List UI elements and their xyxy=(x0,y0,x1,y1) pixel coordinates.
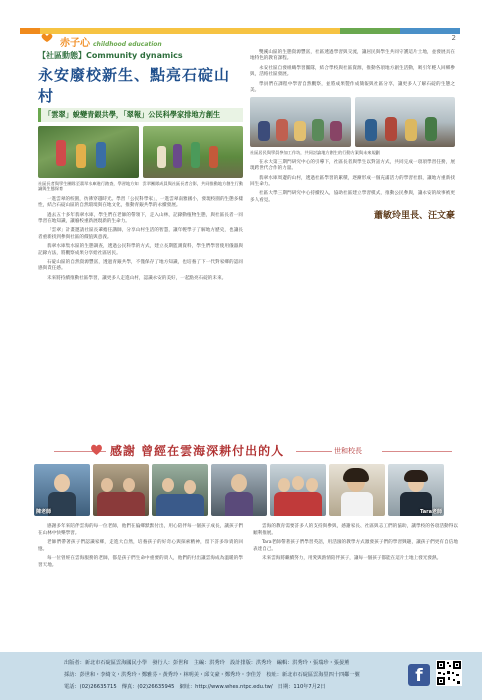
teacher-photo xyxy=(270,464,326,516)
thanks-body xyxy=(38,524,458,573)
article-headline: 永安廢校新生、點亮石碇山村 xyxy=(38,66,231,105)
paragraph: 雙溪山區的生態資源豐富，社區透過學習與交流，讓居民與學生共同守護這片土地，並發展具在地特色的教育課程。 xyxy=(250,50,455,62)
photo-forest-group xyxy=(38,126,139,178)
heart-hands-icon xyxy=(40,33,54,43)
paragraph: 雲海的教育需要許多人的支持與參與，感謝家長、社區與志工們的協助，讓學校的各項活動得以順利推展。 xyxy=(253,524,458,536)
paragraph: 未來將持續推動社區學習，讓更多人走進山村，認識永安的美好，一起點亮石碇的未來。 xyxy=(47,275,227,281)
paragraph: 過去五十多年翡翠水庫，學生們在老師的帶領下，走入山林，記錄動植物生態，與社區長者一同學習在地知識，讓廢校重新展現新的生命力。 xyxy=(38,212,243,225)
author-signature: 蕭敏玲里長、汪文豪 xyxy=(373,211,455,222)
footer-staff: 採訪：彭世和・李綺文・洪秀玲・鄭雅芬・黃秀玲・林明美・邱文豪・鄭秀玲・李佳芳 校址：新北市石碇區雲海里四十四鄰一號 xyxy=(64,672,360,678)
paragraph: 一進雲翠的校園，彷彿穿越時光。學習「公民科學家」，一進雲翠南雅國小，發現校園的生態多樣性，結合石碇山區的自然環境與在地文化，推動青銀共學的永續發展。 xyxy=(38,196,243,209)
paragraph: 感謝多年來陪伴雲海的每一位老師，他們在偏鄉默默付出，用心陪伴每一個孩子成長，讓孩子們在山林中快樂學習。 xyxy=(38,524,243,536)
thanks-title: 感謝 曾經在雲海深耕付出的人 xyxy=(110,444,285,458)
photo-team-outdoor xyxy=(143,126,244,178)
brand-logo: 赤子心 childhood education xyxy=(60,38,162,49)
photo-caption: 社區居民與學員參加工作坊，共同討論地方創生的行動方案與未來規劃 xyxy=(250,150,380,156)
paragraph: 老師們帶著孩子們認識家鄉，走進大自然，培養孩子的好奇心與探索精神，留下許多珍貴的回憶。 xyxy=(38,540,243,552)
teacher-photo xyxy=(211,464,267,516)
paragraph: 學員們在課程中學習自然觀察，並將成果製作成簡報與社區分享，讓更多人了解石碇的生態之美。 xyxy=(250,81,455,94)
heart-icon xyxy=(90,443,103,456)
page-number: 2 xyxy=(451,34,456,42)
article-subhead: 「雲翠」蛻變青銀共學，「翠報」公民科學家排地方創生 xyxy=(38,108,243,122)
paragraph: 「雲翠」計畫邀請社區長輩擔任講師，分享山村生活的智慧，讓年輕學子了解地方歷史，也讓長者重新找到參與社區的價值與意義。 xyxy=(38,228,243,240)
teacher-photo xyxy=(329,464,385,516)
teacher-photo xyxy=(152,464,208,516)
paragraph: 未來雲海將繼續努力，用愛與熱情陪伴孩子，讓每一個孩子都能在這片土地上發光發熱。 xyxy=(262,556,442,562)
photo-caption: 社區長者與學生團隊至翡翠水庫進行踏查，學習地方知識與生態保育 xyxy=(38,181,139,192)
paragraph: 永安社區自發組織學習團隊，結合學校與社區資源，推動各項地方創生活動，吸引年輕人回鄉參與，活絡社區發展。 xyxy=(250,65,455,78)
footer-publisher: 出版者：新北市石碇區雲海國民小學 發行人：彭世和 主編：洪秀玲 設計排版：洪秀玲 編輯：洪秀玲・張瑞珍・張晏薰 xyxy=(64,660,350,666)
paragraph: 每一位曾經在雲海服務的老師，都是孩子們生命中重要的貴人，他們的付出讓雲海成為溫暖的學習天地。 xyxy=(38,556,243,568)
paragraph: 石碇山區的自然資源豐富，透過青銀共學，不僅保存了地方知識，也培養了下一代對家鄉的認同感與責任感。 xyxy=(38,260,243,272)
paragraph: Tara老師帶著孩子們學習英語，用活潑的教學方式激發孩子們的學習興趣，讓孩子們更有自信地表達自己。 xyxy=(253,540,458,552)
footer-contact: 電話：(02)26635715 傳真：(02)26635945 網址：http://www.whes.ntpc.edu.tw/ 日期：110年7月2日 xyxy=(64,684,326,690)
thanks-section-header xyxy=(34,442,454,460)
paragraph: 翡翠水庫集水區的生態調查，透過公民科學的方式，建立長期監測資料，學生們學習使用儀器與記錄方法，將觀察成果分享給社區居民。 xyxy=(38,244,243,256)
teacher-photo: 陳老師 xyxy=(34,464,90,516)
teacher-photos xyxy=(34,464,454,516)
paragraph: 在永大第三期門研究中心的引導下，社區長者與學生以對話方式，共同完成一項項學習任務，展現跨世代合作的力量。 xyxy=(250,159,455,172)
photo-caption: 雲翠團隊成員與社區長者合影，共同推動地方創生行動 xyxy=(142,181,244,186)
thanks-author: 世和校長 xyxy=(334,447,362,455)
paragraph: 翡翠水庫周邊的山村，透過社區學習的累積，逐漸形成一個充滿活力的學習社群，讓地方重新找回生命力。 xyxy=(250,175,455,188)
teacher-photo xyxy=(93,464,149,516)
article-right-column xyxy=(250,50,455,221)
facebook-icon[interactable]: f xyxy=(408,664,430,686)
teacher-photo: Tara老師 xyxy=(388,464,444,516)
article-left-column xyxy=(38,50,243,285)
photo-workshop-room xyxy=(250,97,351,147)
section-tag: 【社區動態】Community dynamics xyxy=(38,51,183,60)
photo-workshop-group xyxy=(355,97,456,147)
qr-code-icon[interactable] xyxy=(436,660,462,686)
paragraph: 社區大學三期門研究中心持續投入，協助社區建立學習模式，推動公民參與，讓永安的故事被更多人看見。 xyxy=(250,191,455,203)
